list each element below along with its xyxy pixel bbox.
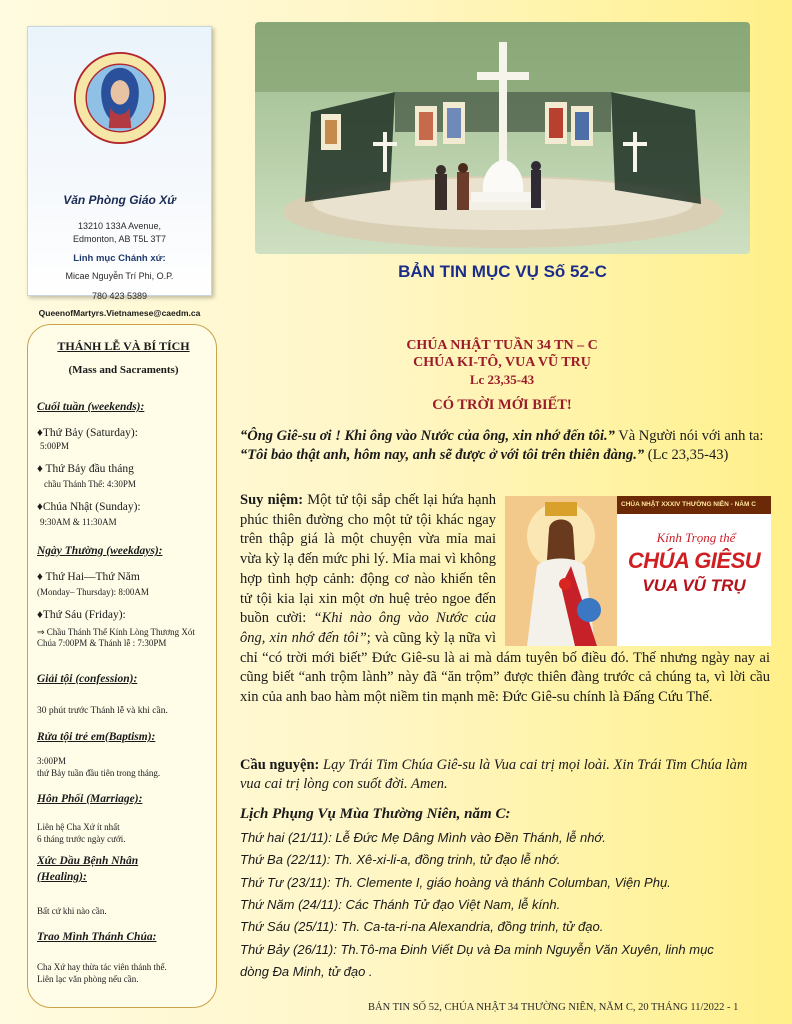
liturgy-friday: Thứ Sáu (25/11): Th. Ca-ta-ri-na Alexandria, đồng trinh, tử đạo.: [240, 919, 604, 934]
gospel-reference: Lc 23,35-43: [469, 372, 535, 387]
mon-thu-time: (Monday– Thursday): 8:00AM: [37, 587, 149, 597]
quote-part-2: “Tôi bảo thật anh, hôm nay, anh sẽ được ở với tôi trên thiên đàng.”: [240, 447, 645, 463]
marriage-text-1: Liên hệ Cha Xứ ít nhất: [37, 822, 120, 832]
reflection-quote: “Khi nào ông vào Nước của ông, xin nhớ đến tôi”: [240, 610, 496, 646]
prayer-label: Cầu nguyện:: [240, 757, 320, 773]
parish-seal-logo: [73, 51, 167, 145]
marriage-text-2: 6 tháng trước ngày cưới.: [37, 834, 126, 844]
quote-part-1: “Ông Giê-su ơi ! Khi ông vào Nước của ông, xin nhớ đến tôi.”: [240, 428, 615, 444]
king-image-banner: CHÚA NHẬT XXXIV THƯỜNG NIÊN - NĂM C: [617, 496, 771, 514]
headline: CÓ TRỜI MỚI BIẾT!: [432, 397, 572, 413]
saturday-time: 5:00PM: [40, 441, 70, 451]
office-phone: 780 423 5389: [91, 291, 148, 301]
prayer-text: Lạy Trái Tim Chúa Giê-su là Vua cai trị mọi loài. Xin Trái Tim Chúa làm vua cai trị lòng con suốt đời. Amen.: [240, 757, 748, 792]
first-saturday-time: chầu Thánh Thể: 4:30PM: [44, 479, 136, 489]
gospel-quote: [240, 427, 770, 465]
sunday-label: ♦Chúa Nhật (Sunday):: [37, 501, 141, 513]
friday-note: ⇒ Chầu Thánh Thể Kính Lòng Thương Xót Chúa 7:00PM & Thánh lễ : 7:30PM: [37, 627, 195, 648]
king-image-line1: Kính Trọng thể: [656, 530, 736, 545]
healing-text: Bất cứ khi nào cần.: [37, 906, 107, 916]
pastor-name: Micae Nguyễn Trí Phi, O.P.: [65, 271, 174, 281]
baptism-time: 3:00PM: [37, 756, 67, 766]
prayer-paragraph: [240, 756, 770, 794]
baptism-text: thứ Bảy tuần đầu tiên trong tháng.: [37, 768, 161, 778]
healing-heading-1: Xức Dầu Bệnh Nhân: [37, 855, 139, 867]
feast-title: CHÚA KI-TÔ, VUA VŨ TRỤ: [413, 355, 591, 370]
parish-office-card: [27, 26, 212, 318]
page-footer: BẢN TIN SỐ 52, CHÚA NHẬT 34 THƯỜNG NIÊN, NĂM C, 20 THÁNG 11/2022 - 1: [368, 1002, 739, 1013]
christ-the-king-image: [505, 496, 771, 646]
mon-thu-label: ♦ Thứ Hai—Thứ Năm: [37, 571, 140, 583]
liturgy-saturday-cont: dòng Đa Minh, tử đạo .: [240, 964, 373, 979]
reflection-text-2: ; và cũng kỳ lạ nữa vì chỉ “có trời mới biết” Đức Giê-su là ai mà dám tuyên bố điều đó. Thế nhưng ngày nay ai cũng biết “anh trộm lành” này đã “ăn trộm” được thiên đàng trước cả chúng ta, vì lời cầu xin của anh bao hàm một niềm tin mạnh mẽ: Đức Giê-su chính là Đấng Cứu Thế.: [240, 629, 770, 706]
baptism-heading: Rửa tội trẻ em(Baptism):: [37, 731, 156, 743]
sunday-time: 9:30AM & 11:30AM: [40, 517, 117, 527]
liturgy-tuesday: Thứ Ba (22/11): Th. Xê-xi-li-a, đồng trinh, tử đạo lễ nhớ.: [240, 852, 561, 867]
quote-connector: Và Người nói với anh ta:: [614, 428, 764, 444]
office-address-line1: 13210 133A Avenue,: [78, 221, 161, 231]
sunday-title: CHÚA NHẬT TUẦN 34 TN – C: [406, 338, 598, 353]
liturgy-title: Lịch Phụng Vụ Mùa Thường Niên, năm C:: [240, 806, 511, 822]
mass-sacraments-sidebar: [27, 324, 217, 1008]
bulletin-title: BẢN TIN MỤC VỤ Số 52-C: [398, 262, 607, 281]
quote-reference: (Lc 23,35-43): [644, 447, 729, 463]
liturgy-monday: Thứ hai (21/11): Lễ Đức Mẹ Dâng Mình vào Đền Thánh, lễ nhớ.: [240, 830, 606, 845]
shrine-model-photo: [255, 22, 750, 254]
confession-text: 30 phút trước Thánh lễ và khi cần.: [37, 706, 168, 716]
communion-text-2: Liên lạc văn phòng nếu cần.: [37, 974, 139, 984]
first-saturday-label: ♦ Thứ Bảy đầu tháng: [37, 463, 134, 475]
sidebar-subtitle: (Mass and Sacraments): [68, 364, 179, 376]
friday-label: ♦Thứ Sáu (Friday):: [37, 609, 126, 621]
liturgy-thursday: Thứ Năm (24/11): Các Thánh Tử đạo Việt Nam, lễ kính.: [240, 897, 561, 912]
confession-heading: Giải tội (confession):: [37, 673, 138, 685]
healing-heading-2: (Healing):: [37, 871, 87, 883]
christ-figure-illustration: [505, 496, 617, 646]
sidebar-title: THÁNH LỄ VÀ BÍ TÍCH: [57, 339, 190, 353]
marriage-heading: Hôn Phối (Marriage):: [37, 793, 143, 805]
king-image-line3: VUA VŨ TRỤ: [642, 576, 746, 595]
weekend-heading: Cuối tuần (weekends):: [37, 401, 145, 413]
office-address-line2: Edmonton, AB T5L 3T7: [72, 234, 167, 244]
king-image-line2: CHÚA GIÊSU: [627, 548, 761, 573]
liturgy-wednesday: Thứ Tư (23/11): Th. Clemente I, giáo hoàng và thánh Columban, Viện Phụ.: [240, 875, 671, 890]
liturgy-saturday: Thứ Bảy (26/11): Th.Tô-ma Đinh Viết Dụ và Đa minh Nguyễn Văn Xuyên, linh mục: [240, 942, 714, 957]
office-name: Văn Phòng Giáo Xứ: [63, 193, 176, 207]
office-email-link[interactable]: QueenofMartyrs.Vietnamese@caedm.ca: [38, 308, 201, 318]
weekday-heading: Ngày Thường (weekdays):: [37, 545, 163, 557]
reflection-label: Suy niệm:: [240, 492, 304, 508]
communion-text-1: Cha Xứ hay thừa tác viên thánh thể.: [37, 962, 167, 972]
pastor-label: Linh mục Chánh xứ:: [73, 253, 166, 264]
saturday-label: ♦Thứ Bảy (Saturday):: [37, 427, 138, 439]
communion-heading: Trao Mình Thánh Chúa:: [37, 931, 157, 943]
reflection-text-1: Một tử tội sắp chết lại hứa hạnh phúc thiên đường cho một tử tội khác ngay trên thập giá là một chuyện vừa mỉa mai vừa kỳ lạ đến mức phi lý. Mỉa mai vì không hợp tình hợp cảnh: động cơ nào khiến tên tử tội kia lại xin một ơn huệ trẻo ngoe đến buồn cười:: [240, 492, 496, 627]
